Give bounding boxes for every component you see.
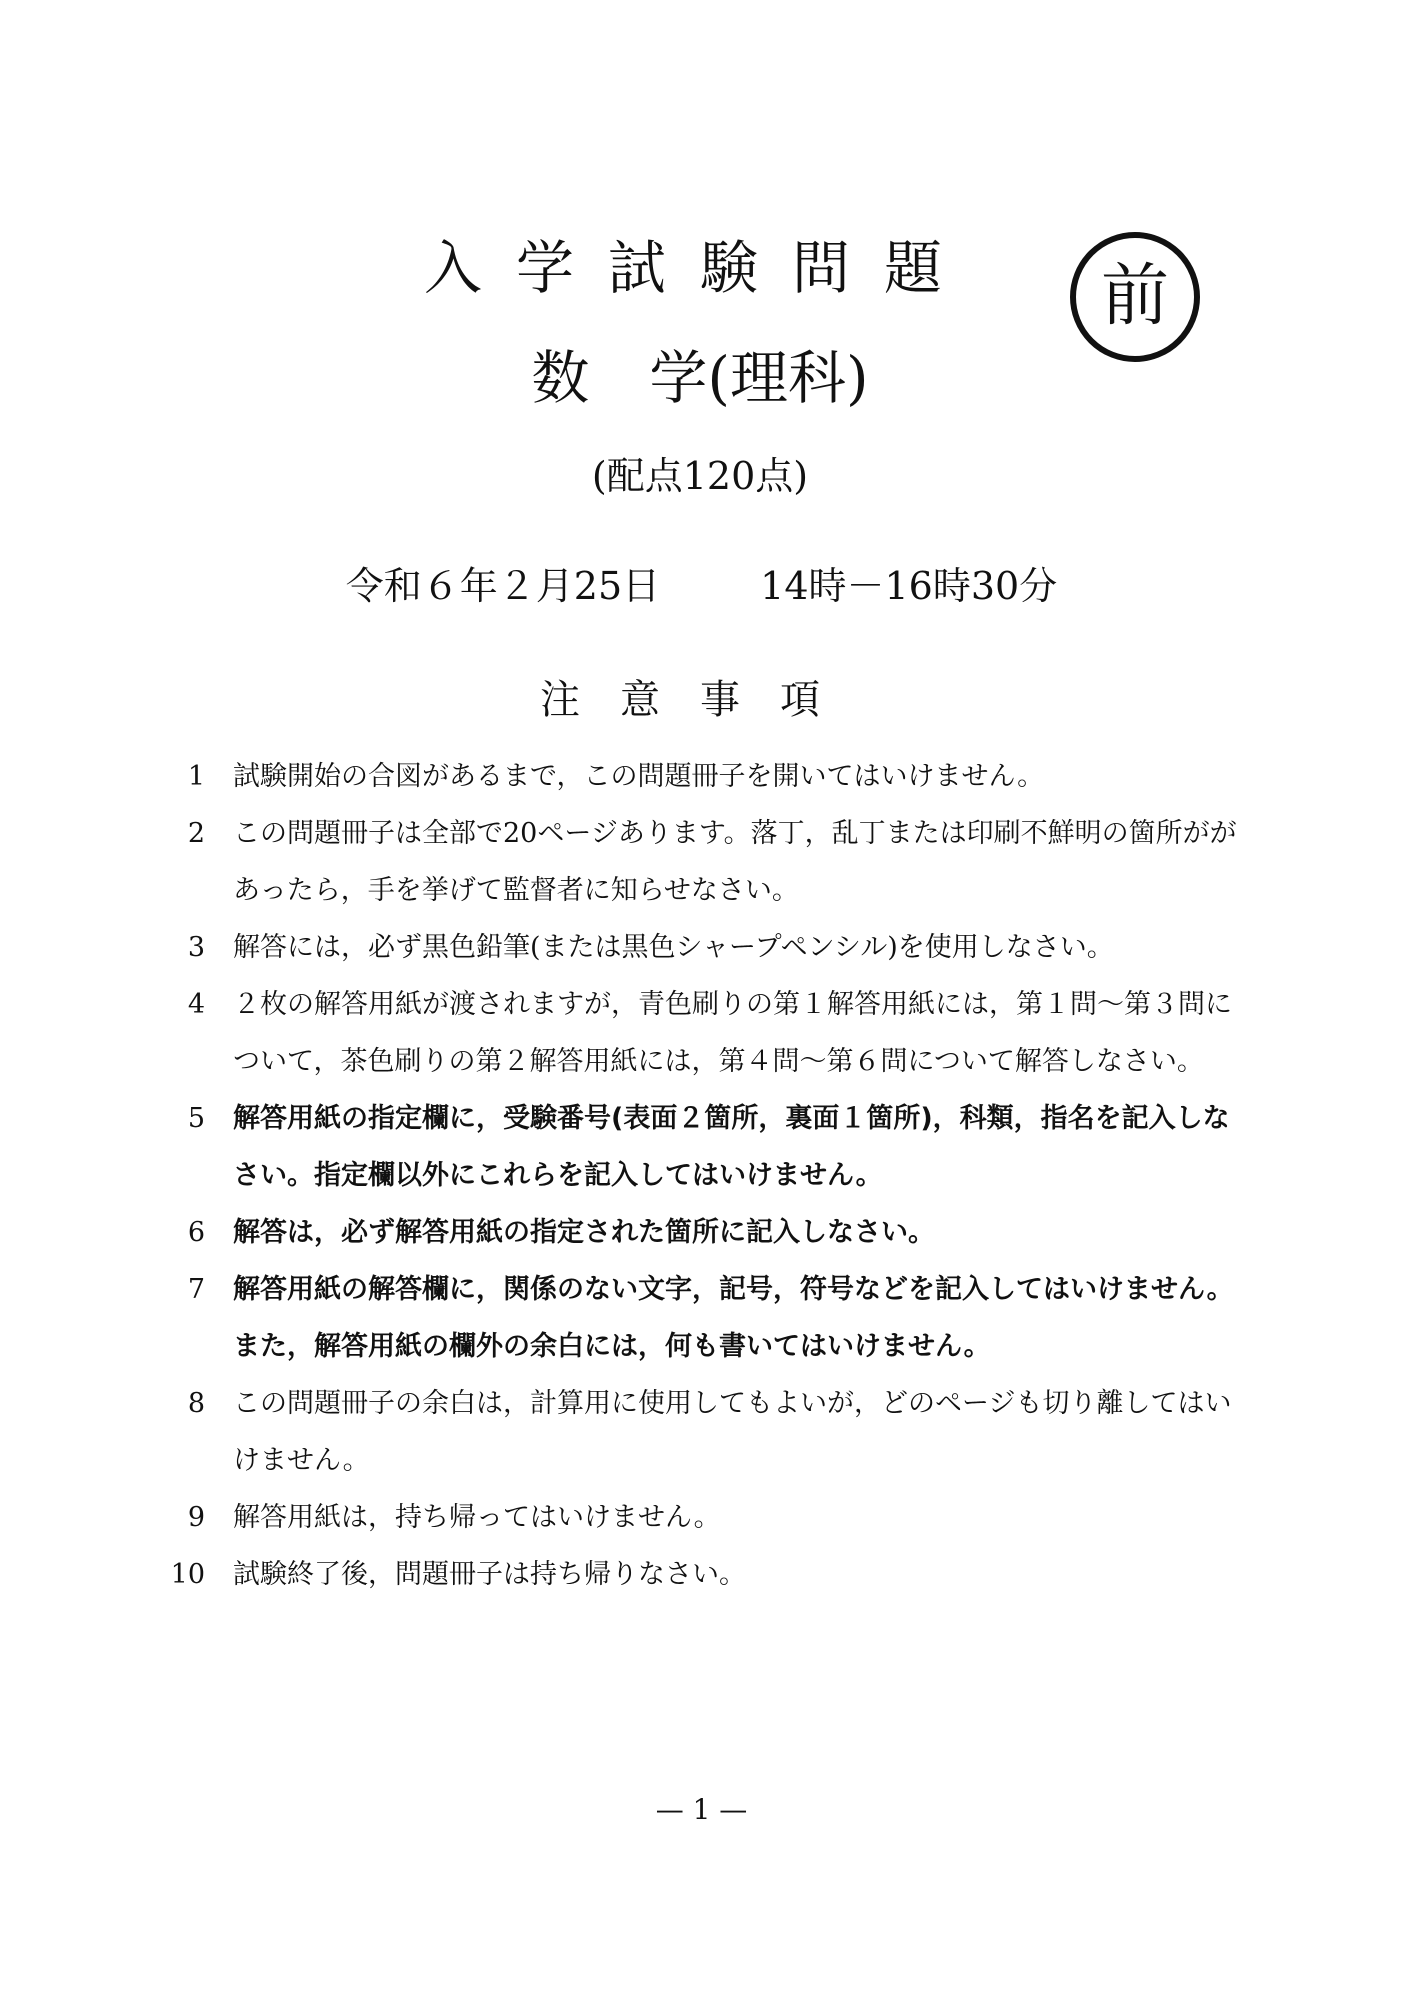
note-item-4 bbox=[165, 976, 1240, 1090]
subject-title bbox=[400, 338, 1000, 418]
exam-datetime bbox=[0, 558, 1403, 614]
note-item-5 bbox=[165, 1090, 1240, 1204]
note-item-7 bbox=[165, 1261, 1240, 1375]
note-text: 試験終了後，問題冊子は持ち帰りなさい。 bbox=[233, 1559, 746, 1590]
note-number: 10 bbox=[170, 1559, 205, 1590]
note-text: 試験開始の合図があるまで，この問題冊子を開いてはいけません。 bbox=[233, 761, 1045, 792]
subject-rest: 学(理科) bbox=[649, 344, 869, 412]
note-item-1 bbox=[165, 748, 1240, 805]
seal-character: 前 bbox=[1100, 257, 1169, 336]
note-item-8 bbox=[165, 1375, 1240, 1489]
note-text: 解答には，必ず黒色鉛筆(または黒色シャープペンシル)を使用しなさい。 bbox=[233, 932, 1114, 963]
notes-heading: 注意事項 bbox=[540, 677, 860, 723]
note-item-9 bbox=[165, 1489, 1240, 1546]
note-number: 6 bbox=[187, 1217, 205, 1248]
page-number: — 1 — bbox=[655, 1793, 748, 1826]
zenki-seal bbox=[1070, 232, 1200, 362]
note-number: 5 bbox=[187, 1103, 205, 1134]
exam-title: 入学試験問題 bbox=[423, 234, 976, 302]
note-text: 解答は，必ず解答用紙の指定された箇所に記入しなさい。 bbox=[233, 1217, 935, 1248]
note-number: 7 bbox=[187, 1274, 205, 1305]
note-item-6 bbox=[165, 1204, 1240, 1261]
note-number: 2 bbox=[187, 818, 205, 849]
note-text: この問題冊子は全部で20ページあります。落丁，乱丁または印刷不鮮明の箇所ががあったら，手を挙げて監督者に知らせなさい。 bbox=[233, 818, 1237, 906]
note-number: 8 bbox=[187, 1388, 205, 1419]
exam-date: 令和６年２月25日 bbox=[345, 564, 661, 608]
note-text: 解答用紙は，持ち帰ってはいけません。 bbox=[233, 1502, 721, 1533]
exam-time: 14時－16時30分 bbox=[760, 564, 1058, 608]
note-text: ２枚の解答用紙が渡されますが，青色刷りの第１解答用紙には，第１問～第３問について，茶色刷りの第２解答用紙には，第４問～第６問について解答しなさい。 bbox=[233, 989, 1232, 1077]
notes-list bbox=[165, 748, 1240, 1603]
score-allocation: (配点120点) bbox=[591, 454, 809, 498]
note-number: 9 bbox=[187, 1502, 205, 1533]
note-number: 3 bbox=[187, 932, 205, 963]
subject-first-char: 数 bbox=[531, 344, 590, 412]
note-number: 1 bbox=[187, 761, 205, 792]
note-item-10 bbox=[165, 1546, 1240, 1603]
note-item-2 bbox=[165, 805, 1240, 919]
note-text: 解答用紙の解答欄に，関係のない文字，記号，符号などを記入してはいけません。また，解答用紙の欄外の余白には，何も書いてはいけません。 bbox=[233, 1274, 1234, 1362]
note-number: 4 bbox=[187, 989, 205, 1020]
note-text: この問題冊子の余白は，計算用に使用してもよいが，どのページも切り離してはいけません。 bbox=[233, 1388, 1232, 1476]
note-text: 解答用紙の指定欄に，受験番号(表面２箇所，裏面１箇所)，科類，指名を記入しなさい。指定欄以外にこれらを記入してはいけません。 bbox=[233, 1103, 1230, 1191]
note-item-3 bbox=[165, 919, 1240, 976]
